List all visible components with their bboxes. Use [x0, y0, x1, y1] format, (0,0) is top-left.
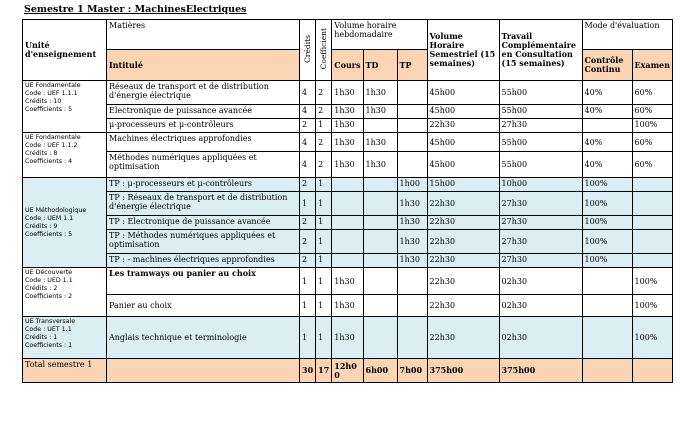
- header-cours: Cours: [332, 50, 363, 81]
- travail: 02h30: [499, 268, 582, 295]
- vhs: 22h30: [427, 268, 499, 295]
- vhs: 45h00: [427, 152, 499, 178]
- credits: 2: [300, 178, 316, 192]
- travail: 02h30: [499, 317, 582, 359]
- ue-code: Code : UEM 1.1: [25, 214, 74, 222]
- td: [363, 295, 397, 317]
- ue-group-cell: [23, 81, 107, 133]
- total-row: [23, 359, 673, 383]
- cours: [332, 216, 363, 230]
- vhs: 45h00: [427, 81, 499, 105]
- ue-name: UE Fondamentale: [25, 134, 81, 141]
- ue-coefficients: Coefficients : 5: [25, 230, 73, 238]
- travail: 55h00: [499, 152, 582, 178]
- page-caption: Semestre 1 Master : MachinesElectriques: [24, 4, 247, 15]
- vhs: 22h30: [427, 192, 499, 216]
- cc: 100%: [582, 192, 632, 216]
- coef: 1: [316, 230, 332, 254]
- coef: 2: [316, 105, 332, 119]
- table-row: [23, 192, 673, 216]
- matiere: TP : μ-processeurs et μ-contrôleurs: [107, 178, 300, 192]
- table-row: [23, 230, 673, 254]
- ue-coefficients: Coefficients : 4: [25, 158, 73, 165]
- matiere: TP : - machines électriques approfondies: [107, 254, 300, 268]
- header-mode-eval: Mode d'évaluation: [582, 20, 672, 50]
- exam: 100%: [632, 317, 672, 359]
- credits: 2: [300, 254, 316, 268]
- cc: [582, 317, 632, 359]
- header-td: TD: [363, 50, 397, 81]
- tp: [397, 152, 427, 178]
- matiere: Panier au choix: [107, 295, 300, 317]
- coef: 1: [316, 216, 332, 230]
- cours: 1h30: [332, 152, 363, 178]
- coef: 1: [316, 254, 332, 268]
- cours: 1h30: [332, 119, 363, 133]
- exam: 60%: [632, 152, 672, 178]
- coef: 1: [316, 268, 332, 295]
- vhs: 22h30: [427, 230, 499, 254]
- exam: 60%: [632, 105, 672, 119]
- exam: 100%: [632, 268, 672, 295]
- vhs: 45h00: [427, 133, 499, 152]
- cours: 1h30: [332, 81, 363, 105]
- coef: 2: [316, 152, 332, 178]
- travail: 27h30: [499, 119, 582, 133]
- exam: 100%: [632, 295, 672, 317]
- td: [363, 216, 397, 230]
- ue-credits: Crédits : 1: [25, 334, 58, 341]
- table-row: [23, 216, 673, 230]
- travail: 27h30: [499, 230, 582, 254]
- credits: 1: [300, 295, 316, 317]
- header-matieres: Matières: [107, 20, 300, 50]
- ue-credits: Crédits : 9: [25, 222, 58, 230]
- total-travail: 375h00: [499, 359, 582, 383]
- td: [363, 119, 397, 133]
- ue-code: Code : UEF 1.1.2: [25, 142, 78, 149]
- table-row: [23, 119, 673, 133]
- cours: 1h30: [332, 295, 363, 317]
- td: 1h30: [363, 133, 397, 152]
- td: [363, 230, 397, 254]
- td: 1h30: [363, 81, 397, 105]
- exam: [632, 216, 672, 230]
- cours: [332, 178, 363, 192]
- cc: 40%: [582, 152, 632, 178]
- cc: [582, 119, 632, 133]
- ue-name: UE Fondamentale: [25, 82, 81, 89]
- tp: 1h30: [397, 192, 427, 216]
- travail: 02h30: [499, 295, 582, 317]
- matiere: Méthodes numériques appliquées et optimisation: [107, 152, 300, 178]
- travail: 55h00: [499, 133, 582, 152]
- header-volume-semestriel: Volume Horaire Semestriel (15 semaines): [427, 20, 499, 81]
- ue-group-cell: [23, 268, 107, 317]
- tp: 1h30: [397, 230, 427, 254]
- matiere: TP : Méthodes numériques appliquées et optimisation: [107, 230, 300, 254]
- table-row: [23, 254, 673, 268]
- table-row: [23, 81, 673, 105]
- td: [363, 254, 397, 268]
- coef: 1: [316, 178, 332, 192]
- matiere: TP : Réseaux de transport et de distribution d'énergie électrique: [107, 192, 300, 216]
- travail: 27h30: [499, 192, 582, 216]
- cc: 40%: [582, 105, 632, 119]
- tp: 1h30: [397, 216, 427, 230]
- total-coef: 17: [316, 359, 332, 383]
- ue-coefficients: Coefficients : 5: [25, 106, 73, 113]
- coef: 1: [316, 119, 332, 133]
- ue-credits: Crédits : 8: [25, 150, 58, 157]
- credits: 2: [300, 216, 316, 230]
- exam: [632, 192, 672, 216]
- header-row-1: [23, 20, 673, 50]
- ue-code: Code : UED 1.1: [25, 277, 73, 284]
- vhs: 45h00: [427, 105, 499, 119]
- ue-coefficients: Coefficients : 1: [25, 342, 73, 349]
- td: [363, 268, 397, 295]
- cours: 1h30: [332, 105, 363, 119]
- ue-group-cell: [23, 178, 107, 268]
- cours: 1h30: [332, 133, 363, 152]
- cours: 1h30: [332, 317, 363, 359]
- vhs: 22h30: [427, 119, 499, 133]
- matiere: Réseaux de transport et de distribution d'énergie électrique: [107, 81, 300, 105]
- exam: [632, 230, 672, 254]
- header-coefficient-label: Coefficient: [319, 28, 329, 70]
- ue-name: UE Découverte: [25, 269, 73, 276]
- credits: 1: [300, 268, 316, 295]
- coef: 1: [316, 317, 332, 359]
- header-volume-hebdo: Volume horaire hebdomadaire: [332, 20, 427, 50]
- cc: [582, 268, 632, 295]
- exam: [632, 254, 672, 268]
- credits: 4: [300, 81, 316, 105]
- credits: 1: [300, 192, 316, 216]
- cours: [332, 192, 363, 216]
- ue-credits: Crédits : 10: [25, 98, 62, 105]
- ue-name: UE Transversale: [25, 318, 76, 325]
- header-credits-label: Crédits: [303, 35, 313, 63]
- cours: 1h30: [332, 268, 363, 295]
- ue-code: Code : UET 1.1: [25, 326, 72, 333]
- credits: 2: [300, 119, 316, 133]
- tp: [397, 268, 427, 295]
- header-ue: Unité d'enseignement: [23, 20, 107, 81]
- exam: [632, 178, 672, 192]
- total-cc: [582, 359, 632, 383]
- vhs: 15h00: [427, 178, 499, 192]
- credits: 1: [300, 317, 316, 359]
- header-intitule: Intitulé: [107, 50, 300, 81]
- header-controle: Contrôle Continu: [582, 50, 632, 81]
- header-credits: [300, 20, 316, 81]
- header-coefficient: [316, 20, 332, 81]
- table-row: [23, 178, 673, 192]
- matiere: Anglais technique et terminologie: [107, 317, 300, 359]
- td: [363, 317, 397, 359]
- table-row: [23, 295, 673, 317]
- vhs: 22h30: [427, 254, 499, 268]
- table-row: [23, 105, 673, 119]
- cc: 100%: [582, 230, 632, 254]
- exam: 60%: [632, 81, 672, 105]
- tp: [397, 295, 427, 317]
- coef: 2: [316, 81, 332, 105]
- tp: [397, 133, 427, 152]
- cc: 100%: [582, 216, 632, 230]
- travail: 10h00: [499, 178, 582, 192]
- total-exam: [632, 359, 672, 383]
- table-row: [23, 317, 673, 359]
- cc: [582, 295, 632, 317]
- total-td: 6h00: [363, 359, 397, 383]
- ue-group-cell: [23, 317, 107, 359]
- header-examen: Examen: [632, 50, 672, 81]
- vhs: 22h30: [427, 317, 499, 359]
- coef: 1: [316, 295, 332, 317]
- total-tp: 7h00: [397, 359, 427, 383]
- coef: 1: [316, 192, 332, 216]
- cours: [332, 254, 363, 268]
- ue-name: UE Méthodologique: [25, 206, 87, 214]
- vhs: 22h30: [427, 216, 499, 230]
- cours: [332, 230, 363, 254]
- header-tp: TP: [397, 50, 427, 81]
- total-label: Total semestre 1: [23, 359, 107, 383]
- ue-coefficients: Coefficients : 2: [25, 293, 73, 300]
- total-credits: 30: [300, 359, 316, 383]
- matiere: TP : Electronique de puissance avancée: [107, 216, 300, 230]
- tp: [397, 81, 427, 105]
- cc: 40%: [582, 81, 632, 105]
- total-cours: 12h00: [332, 359, 363, 383]
- travail: 27h30: [499, 216, 582, 230]
- td: [363, 178, 397, 192]
- tp: [397, 119, 427, 133]
- matiere: Les tramways ou panier au choix: [107, 268, 300, 295]
- table-row: [23, 268, 673, 295]
- credits: 2: [300, 230, 316, 254]
- cc: 100%: [582, 254, 632, 268]
- curriculum-table: [22, 19, 673, 383]
- matiere: Electronique de puissance avancée: [107, 105, 300, 119]
- credits: 4: [300, 105, 316, 119]
- travail: 55h00: [499, 105, 582, 119]
- td: [363, 192, 397, 216]
- travail: 27h30: [499, 254, 582, 268]
- tp: 1h30: [397, 254, 427, 268]
- travail: 55h00: [499, 81, 582, 105]
- matiere: Machines électriques approfondies: [107, 133, 300, 152]
- tp: 1h00: [397, 178, 427, 192]
- table-row: [23, 133, 673, 152]
- exam: 60%: [632, 133, 672, 152]
- table-row: [23, 152, 673, 178]
- header-travail: Travail Complémentaire en Consultation (15 semaines): [499, 20, 582, 81]
- credits: 4: [300, 152, 316, 178]
- ue-group-cell: [23, 133, 107, 178]
- exam: 100%: [632, 119, 672, 133]
- ue-code: Code : UEF 1.1.1: [25, 90, 78, 97]
- td: 1h30: [363, 152, 397, 178]
- matiere: μ-processeurs et μ-contrôleurs: [107, 119, 300, 133]
- tp: [397, 105, 427, 119]
- total-vhs: 375h00: [427, 359, 499, 383]
- total-matiere: [107, 359, 300, 383]
- cc: 40%: [582, 133, 632, 152]
- cc: 100%: [582, 178, 632, 192]
- tp: [397, 317, 427, 359]
- credits: 4: [300, 133, 316, 152]
- coef: 2: [316, 133, 332, 152]
- ue-credits: Crédits : 2: [25, 285, 58, 292]
- vhs: 22h30: [427, 295, 499, 317]
- td: 1h30: [363, 105, 397, 119]
